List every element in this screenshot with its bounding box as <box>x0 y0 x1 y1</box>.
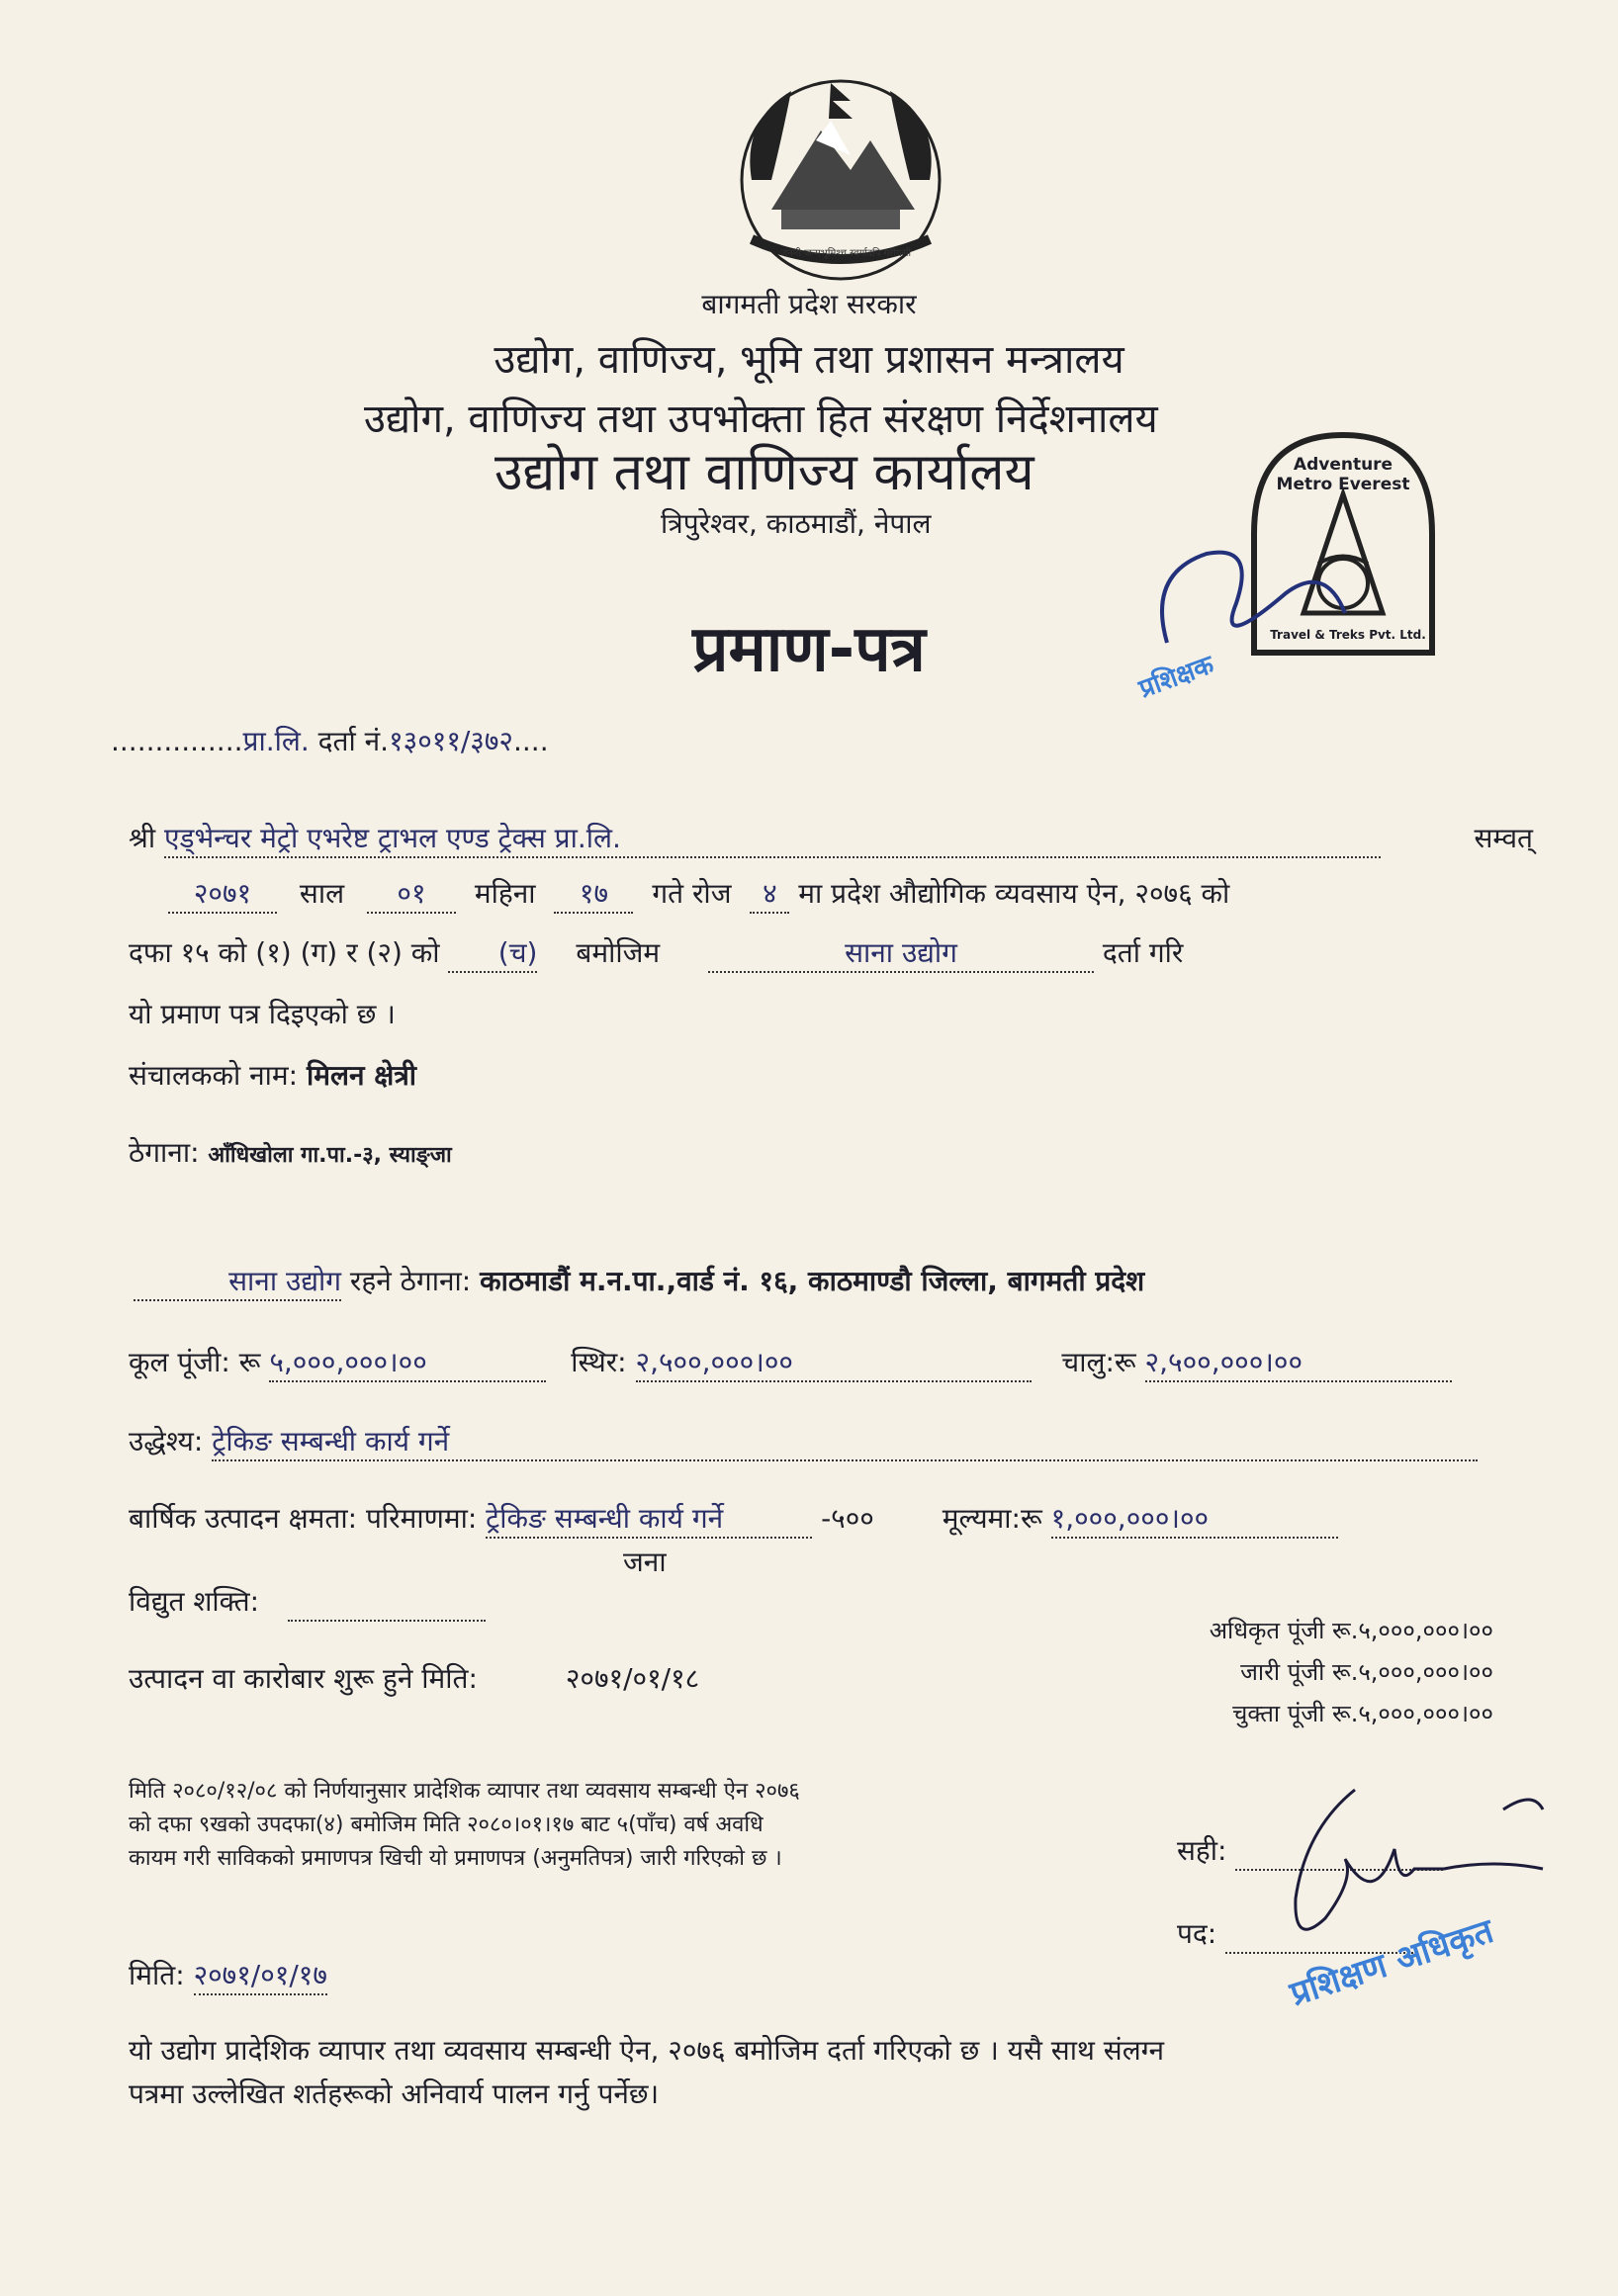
objective-label: उद्धेश्य: <box>129 1425 204 1457</box>
capacity-value-label: मूल्यमा:रू <box>942 1502 1042 1535</box>
seal-top-text: Adventure Metro Everest <box>1276 455 1410 494</box>
location-industry: साना उद्योग <box>134 1264 341 1301</box>
location-row <box>134 1264 1144 1301</box>
paid-label: चुक्ता पूंजी <box>1232 1700 1325 1727</box>
capital-row <box>129 1345 1553 1382</box>
paid-value: रू.५,०००,०००।०० <box>1332 1700 1493 1727</box>
fixed-capital-label: स्थिर: <box>571 1346 627 1378</box>
month-value: ०१ <box>367 876 456 914</box>
issued-value: रू.५,०००,०००।०० <box>1332 1658 1493 1686</box>
issue-date-row <box>129 1958 327 1995</box>
capacity-amount: १,०००,०००।०० <box>1051 1501 1338 1539</box>
bamojim-label: बमोजिम <box>576 936 661 969</box>
gate-roj-label: गते रोज <box>652 877 732 910</box>
industry-type: साना उद्योग <box>708 935 1094 973</box>
current-capital: २,५००,०००।०० <box>1145 1345 1452 1382</box>
line2-rest: मा प्रदेश औद्योगिक व्यवसाय ऐन, २०७६ को <box>798 877 1230 910</box>
darta-gari-label: दर्ता गरि <box>1102 936 1184 969</box>
shree-label: श्री <box>129 822 156 854</box>
reg-label: दर्ता नं. <box>317 725 390 757</box>
operator-address-label: ठेगाना: <box>129 1136 200 1169</box>
start-date-label: उत्पादन वा कारोबार शुरू हुने मिति: <box>129 1662 478 1695</box>
renewal-line-3: कायम गरी साविकको प्रमाणपत्र खिची यो प्रमाणपत्र (अनुमतिपत्र) जारी गरिएको छ । <box>129 1846 782 1871</box>
year-value: २०७१ <box>168 876 277 914</box>
operator-name: मिलन क्षेत्री <box>306 1059 417 1092</box>
reg-suffix: .... <box>513 725 549 757</box>
office-name: उद्योग तथा वाणिज्य कार्यालय <box>494 443 1034 502</box>
footer-line-2: पत्रमा उल्लेखित शर्तहरूको अनिवार्य पालन गर्नु पर्नेछ। <box>129 2077 660 2110</box>
capacity-row <box>129 1501 1563 1539</box>
post-label: पद: <box>1177 1917 1217 1950</box>
ministry-name: उद्योग, वाणिज्य, भूमि तथा प्रशासन मन्त्रालय <box>494 337 1124 383</box>
start-date-value: २०७१/०१/१८ <box>565 1662 700 1695</box>
renewal-line-2: को दफा ९खको उपदफा(४) बमोजिम मिति २०८०।०१।१७ बाट ५(पाँच) वर्ष अवधि <box>129 1812 764 1837</box>
issue-date-label: मिति: <box>129 1959 185 1991</box>
certificate-title: प्रमाण-पत्र <box>692 613 926 686</box>
issue-date-value: २०७१/०१/१७ <box>194 1958 327 1995</box>
body-line-4: यो प्रमाण पत्र दिइएको छ । <box>129 998 396 1030</box>
fixed-capital: २,५००,०००।०० <box>636 1345 1032 1382</box>
start-date-row <box>129 1661 699 1697</box>
operator-name-row <box>129 1058 416 1094</box>
signature-label: सही: <box>1177 1834 1227 1867</box>
clause-value: (च) <box>448 935 537 973</box>
renewal-note <box>129 1775 1098 1876</box>
power-row <box>129 1584 486 1622</box>
company-name: एड्भेन्चर मेट्रो एभरेष्ट ट्राभल एण्ड ट्रेक्स प्रा.लि. <box>164 821 1381 858</box>
saal-label: साल <box>299 877 345 910</box>
location-value: काठमाडौं म.न.पा.,वार्ड नं. १६, काठमाण्डौ जिल्ला, बागमती प्रदेश <box>480 1265 1145 1297</box>
body-line-1 <box>129 821 1533 858</box>
total-capital-label: कूल पूंजी: रू <box>129 1346 261 1378</box>
registration-line <box>111 724 549 759</box>
paid-row <box>1088 1693 1493 1734</box>
weekday-value: ४ <box>750 876 789 914</box>
directorate-name: उद्योग, वाणिज्य तथा उपभोक्ता हित संरक्षण निर्देशनालय <box>364 397 1158 442</box>
current-capital-label: चालु:रू <box>1061 1346 1136 1378</box>
capacity-unit: जना <box>623 1545 667 1578</box>
issued-label: जारी पूंजी <box>1240 1658 1325 1686</box>
power-label: विद्युत शक्ति: <box>129 1585 260 1618</box>
location-label: रहने ठेगाना: <box>349 1265 472 1297</box>
objective-row <box>129 1424 1563 1461</box>
footer-note <box>129 2029 1543 2116</box>
samvat-label: सम्वत् <box>1474 822 1533 854</box>
seal-bottom-text: Travel & Treks Pvt. Ltd. <box>1270 628 1426 642</box>
authorized-row <box>1088 1610 1493 1651</box>
renewal-line-1: मिति २०८०/१२/०८ को निर्णयानुसार प्रादेशिक व्यापार तथा व्यवसाय सम्बन्धी ऐन २०७६ <box>129 1779 800 1804</box>
issued-row <box>1088 1651 1493 1693</box>
emblem-motto: जननी जन्मभूमिश्च स्वर्गादपि गरीयसी <box>779 248 912 259</box>
capacity-count: -५०० <box>821 1502 874 1535</box>
office-address: त्रिपुरेश्वर, काठमाडौं, नेपाल <box>661 507 932 540</box>
body-line-3 <box>129 935 1543 973</box>
objective-value: ट्रेकिङ सम्बन्धी कार्य गर्ने <box>212 1424 1478 1461</box>
operator-address-row <box>129 1135 452 1174</box>
authorized-label: अधिकृत पूंजी <box>1209 1617 1325 1644</box>
day-value: १७ <box>554 876 633 914</box>
line3-start: दफा १५ को (१) (ग) र (२) को <box>129 936 440 969</box>
operator-name-label: संचालकको नाम: <box>129 1059 299 1092</box>
capital-summary <box>1088 1610 1493 1734</box>
authorized-value: रू.५,०००,०००।०० <box>1332 1617 1493 1644</box>
operator-address: आँधिखोला गा.पा.-३, स्याङ्जा <box>208 1143 452 1168</box>
mahina-label: महिना <box>474 877 536 910</box>
power-value-blank <box>288 1584 486 1622</box>
reg-prefix: ............... <box>111 725 243 757</box>
blue-post-stamp: प्रशिक्षण अधिकृत <box>1285 1910 1498 2014</box>
capacity-value: ट्रेकिङ सम्बन्धी कार्य गर्ने <box>486 1501 812 1539</box>
government-name: बागमती प्रदेश सरकार <box>701 288 917 320</box>
blue-side-stamp: प्रशिक्षक <box>1134 650 1218 705</box>
company-type: प्रा.लि. <box>242 725 310 757</box>
total-capital: ५,०००,०००।०० <box>269 1345 546 1382</box>
reg-number: १३०११/३७२ <box>389 725 513 757</box>
body-line-2 <box>168 876 1553 914</box>
footer-line-1: यो उद्योग प्रादेशिक व्यापार तथा व्यवसाय सम्बन्धी ऐन, २०७६ बमोजिम दर्ता गरिएको छ । यसै साथ संलग्न <box>129 2034 1165 2067</box>
capacity-label: बार्षिक उत्पादन क्षमता: परिमाणमा: <box>129 1502 478 1535</box>
